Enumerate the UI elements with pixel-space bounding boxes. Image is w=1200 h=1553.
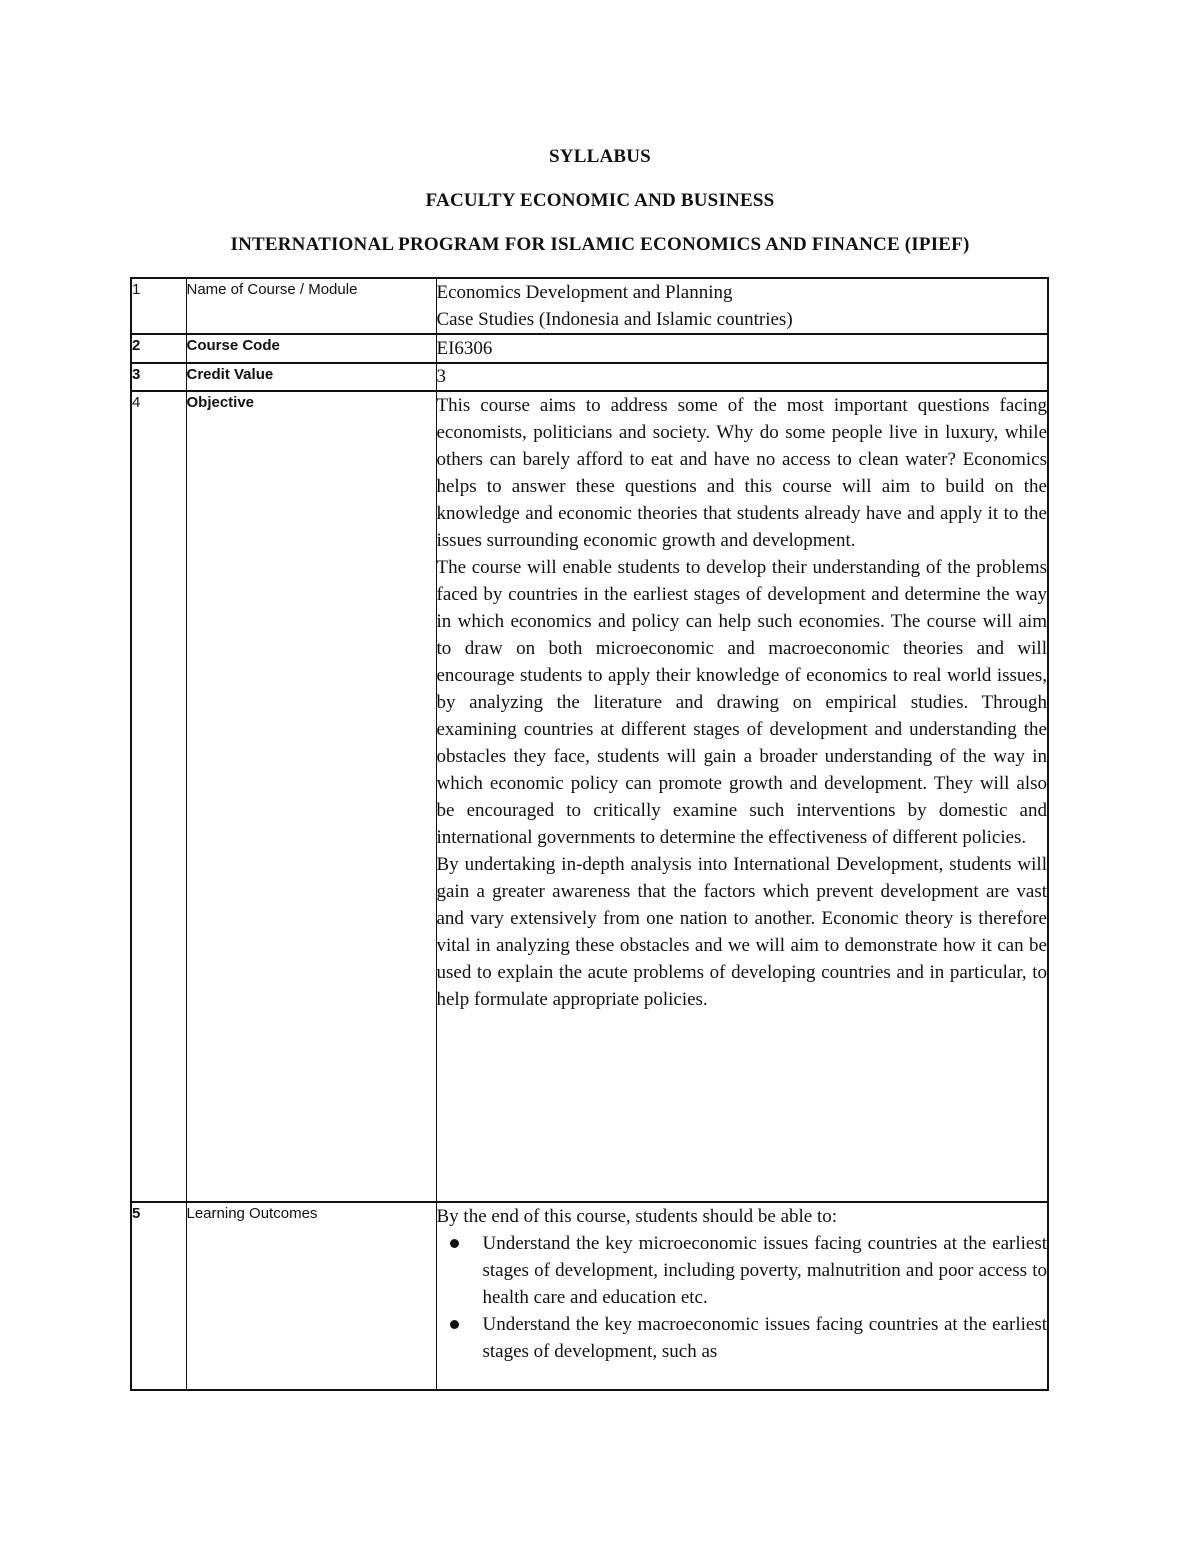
bullet-icon (450, 1320, 459, 1329)
course-name-line: Case Studies (Indonesia and Islamic countries) (436, 309, 793, 330)
course-name-line: Economics Development and Planning (436, 282, 733, 303)
objective-paragraph: By undertaking in-depth analysis into International Development, students will gain a greater awareness that the factors which prevent development are vast and vary extensively from one nation to another. Economic theory is therefore vital in analyzing these obstacles and we will aim to demonstrate how it can be used to explain the acute problems of developing countries and in particular, to help formulate appropriate policies. (436, 854, 1047, 1010)
row-label: Credit Value (186, 363, 436, 391)
course-name-value (436, 278, 1048, 334)
objective-paragraph: The course will enable students to develop their understanding of the problems faced by countries in the earliest stages of development and determine the way in which economics and policy can help such economies. The course will aim to draw on both microeconomic and macroeconomic theories and will encourage students to apply their knowledge of economics to real world issues, by analyzing the literature and drawing on empirical studies. Through examining countries at different stages of development and understanding the obstacles they face, students will gain a broader understanding of the way in which economic policy can promote growth and development. They will also be encouraged to critically examine such interventions by domestic and international governments to determine the effectiveness of different policies. (436, 557, 1047, 848)
objective-value (436, 391, 1048, 1202)
table-row-objective (131, 391, 1048, 1202)
list-item (437, 1311, 1048, 1365)
row-label: Name of Course / Module (186, 278, 436, 334)
course-code-value: EI6306 (436, 334, 1048, 363)
page-title: SYLLABUS (549, 146, 651, 167)
credit-value: 3 (436, 363, 1048, 391)
syllabus-table (130, 277, 1049, 1391)
row-number: 3 (131, 363, 186, 391)
learning-outcomes-intro: By the end of this course, students should be able to: (436, 1206, 838, 1227)
learning-outcomes-value (436, 1202, 1048, 1390)
outcome-text: Understand the key macroeconomic issues facing countries at the earliest stages of development, such as (482, 1314, 1047, 1362)
outcomes-list (437, 1230, 1048, 1365)
faculty-heading: FACULTY ECONOMIC AND BUSINESS (425, 190, 775, 211)
objective-paragraph: This course aims to address some of the most important questions facing economists, politicians and society. Why do some people live in luxury, while others can barely afford to eat and have no access to clean water? Economics helps to answer these questions and this course will aim to build on the knowledge and economic theories that students already have and apply it to the issues surrounding economic growth and development. (436, 395, 1047, 551)
row-label: Course Code (186, 334, 436, 363)
table-row-course-name (131, 278, 1048, 334)
row-number: 2 (131, 334, 186, 363)
list-item (437, 1230, 1048, 1311)
row-label: Learning Outcomes (186, 1202, 436, 1390)
row-label: Objective (186, 391, 436, 1202)
row-number: 4 (131, 391, 186, 1202)
table-row-learning-outcomes (131, 1202, 1048, 1390)
row-number: 1 (131, 278, 186, 334)
table-row-credit-value (131, 363, 1048, 391)
outcome-text: Understand the key microeconomic issues facing countries at the earliest stages of development, including poverty, malnutrition and poor access to health care and education etc. (482, 1233, 1047, 1308)
table-row-course-code (131, 334, 1048, 363)
row-number: 5 (131, 1202, 186, 1390)
bullet-icon (450, 1239, 459, 1248)
program-heading: INTERNATIONAL PROGRAM FOR ISLAMIC ECONOMICS AND FINANCE (IPIEF) (230, 234, 970, 255)
